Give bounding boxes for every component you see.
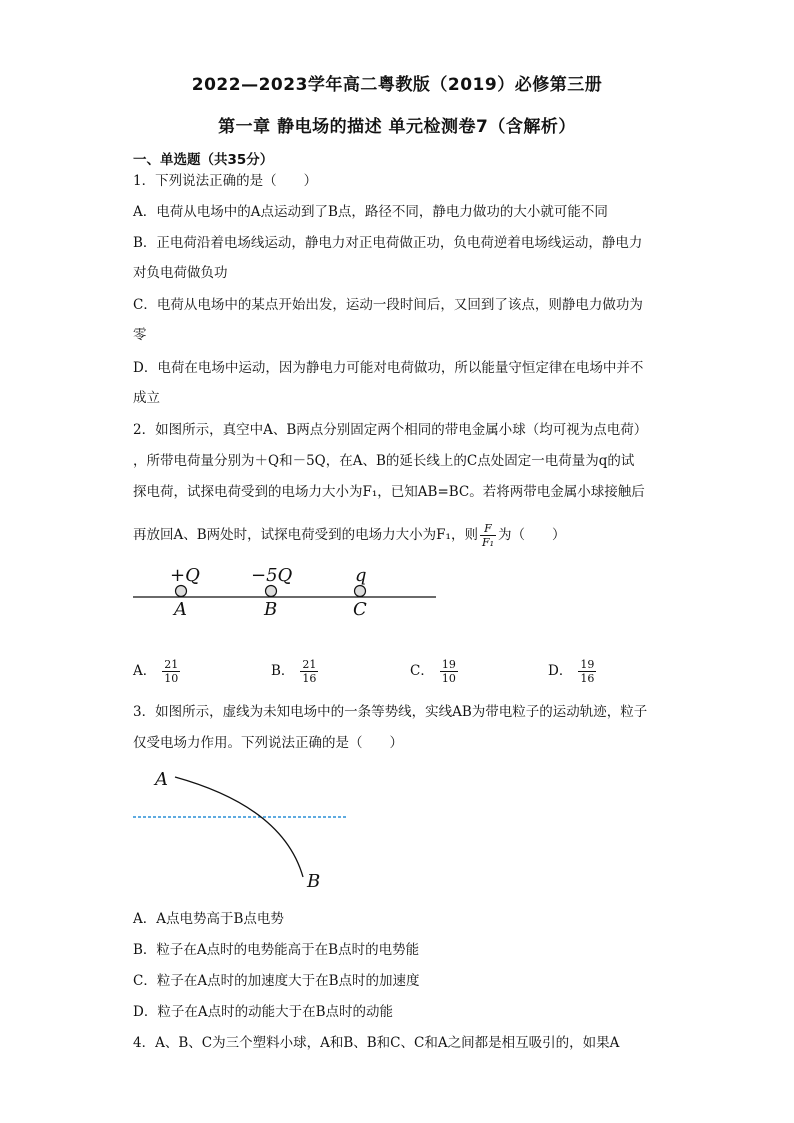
q2-line4: [133, 522, 566, 549]
title-line-1: 2022—2023学年高二粤教版（2019）必修第三册: [191, 75, 603, 95]
section-heading: 一、单选题（共35分）: [133, 152, 274, 168]
point-b-label: B: [264, 599, 278, 620]
q2-ratio-fraction: $\frac{F}{\text{F₁}}$: [481, 522, 494, 549]
q1-option-d-line2: 成立: [133, 390, 160, 406]
q3-option-a: A．A点电势高于B点电势: [133, 911, 284, 927]
q2-option-c: C． $\frac{19}{10}$: [410, 658, 456, 685]
charge-a-ball: [176, 586, 187, 597]
charge-c-value: q: [355, 565, 367, 586]
q3-option-c: C．粒子在A点时的加速度大于在B点时的加速度: [133, 973, 420, 989]
charge-c-ball: [355, 586, 366, 597]
q1-option-c-line2: 零: [133, 327, 147, 343]
q1-option-b-line2: 对负电荷做负功: [133, 265, 228, 281]
point-c-label: C: [353, 599, 367, 620]
q2-option-b: B． $\frac{21}{16}$: [271, 658, 317, 685]
q1-stem: 1．下列说法正确的是（ ）: [133, 173, 318, 189]
trajectory-label-a: A: [155, 769, 168, 790]
point-a-label: A: [174, 599, 187, 620]
q1-option-c-line1: C．电荷从电场中的某点开始出发，运动一段时间后，又回到了该点，则静电力做功为: [133, 297, 643, 313]
q4-line1: 4．A、B、C为三个塑料小球，A和B、B和C、C和A之间都是相互吸引的，如果A: [133, 1035, 620, 1051]
q2-figure: [133, 560, 443, 620]
q1-option-d-line1: D．电荷在电场中运动，因为静电力可能对电荷做功，所以能量守恒定律在电场中并不: [133, 360, 644, 376]
q2-option-d: D． $\frac{19}{16}$: [548, 658, 595, 685]
q3-figure: [133, 765, 363, 895]
q1-option-b-line1: B．正电荷沿着电场线运动，静电力对正电荷做正功，负电荷逆着电场线运动，静电力: [133, 235, 643, 251]
charge-b-ball: [266, 586, 277, 597]
q3-option-b: B．粒子在A点时的电势能高于在B点时的电势能: [133, 942, 420, 958]
q2-line1: 2．如图所示，真空中A、B两点分别固定两个相同的带电金属小球（均可视为点电荷）: [133, 422, 648, 438]
title-line-2: 第一章 静电场的描述 单元检测卷7（含解析）: [218, 117, 576, 137]
q2-line2: ，所带电荷量分别为＋Q和－5Q，在A、B的延长线上的C点处固定一电荷量为q的试: [133, 453, 635, 469]
charge-a-value: +Q: [170, 565, 200, 586]
q2-line4-pre: 再放回A、B两处时，试探电荷受到的电场力大小为F₁，则: [133, 527, 478, 543]
q1-option-a: A．电荷从电场中的A点运动到了B点，路径不同，静电力做功的大小就可能不同: [133, 204, 608, 220]
q3-line1: 3．如图所示，虚线为未知电场中的一条等势线，实线AB为带电粒子的运动轨迹，粒子: [133, 704, 648, 720]
q2-line3: 探电荷，试探电荷受到的电场力大小为F₁，已知AB=BC。若将两带电金属小球接触后: [133, 484, 645, 500]
particle-trajectory: [175, 777, 303, 877]
q2-line4-post: 为（ ）: [498, 527, 566, 543]
q3-option-d: D．粒子在A点时的动能大于在B点时的动能: [133, 1004, 393, 1020]
q3-line2: 仅受电场力作用。下列说法正确的是（ ）: [133, 735, 403, 751]
charge-b-value: −5Q: [251, 565, 293, 586]
q2-option-a: A． $\frac{21}{10}$: [133, 658, 179, 685]
trajectory-label-b: B: [307, 871, 321, 892]
